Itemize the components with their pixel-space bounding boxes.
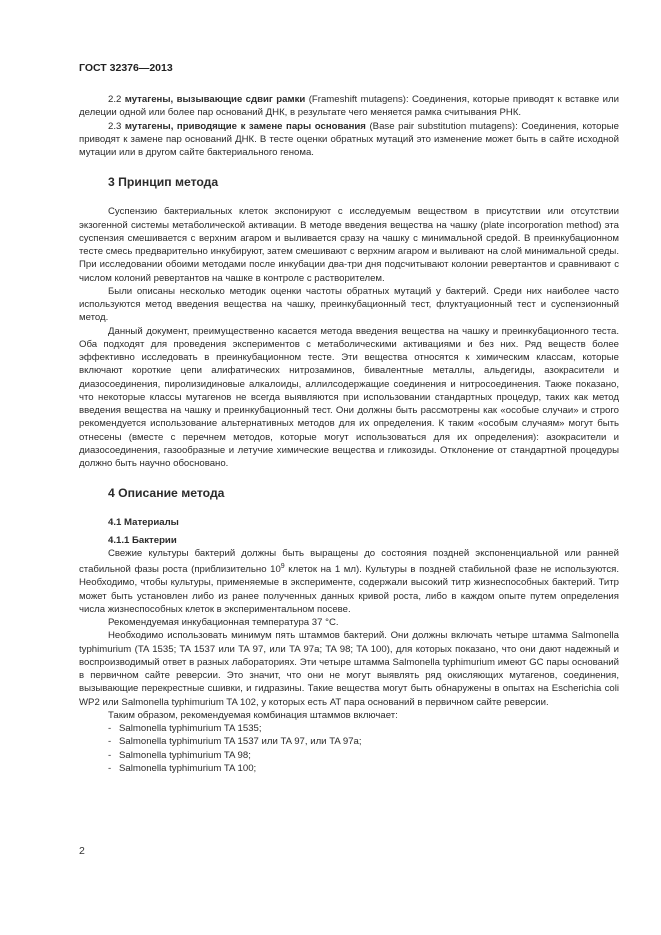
definition-text: (Base pair substitution mutagens): Соединения, которые приводят к замене пар оснований ДНК. В тесте оценки обратных мутаций это изменение может быть в сайте исходной мутации или в другом сайте бактериального генома. xyxy=(79,120,620,158)
subsection-4-1-heading: 4.1 Материалы xyxy=(108,517,179,529)
defined-term: мутагены, приводящие к замене пары основания xyxy=(124,120,366,132)
list-dash: - xyxy=(108,736,112,748)
document-body xyxy=(79,93,619,775)
strain-list xyxy=(79,722,619,775)
text-segment: Свежие культуры бактерий должны быть выращены до состояния поздней экспоненциальной или ранней стабильной фазы роста (приблизительно 10 xyxy=(79,547,619,576)
paragraph: Суспензию бактериальных клеток экспонируют с исследуемым веществом в присутствии или отсутствии экзогенной системы метаболической активации. В методе введения вещества на чашку (plate incorporation method) эта суспензия смешивается с верхним агаром и выливается сразу на чашку с минимальной средой. В преинкубационном тесте смесь предварительно инкубируют, затем смешивают с верхним агаром и выливают на слой минимальной среды. При исследовании обоими методами после инкубации два-три дня подсчитывают колонии ревертантов и сравнивают с числом колоний ревертантов на чашке в контроле с растворителем. xyxy=(79,206,619,284)
list-item xyxy=(79,735,619,748)
text-segment: клеток на 1 мл). Культуры в поздней стабильной фазе не используются. Необходимо, чтобы культуры, применяемые в эксперименте, содержали высокий титр жизнеспособных бактерий. Титр может быть установлен либо из ранее полученных данных кривой роста, либо в каждом опыте путем определения числа жизнеспособных клеток в экспериментальном посеве. xyxy=(79,564,619,615)
paragraph xyxy=(79,547,619,616)
paragraph: Необходимо использовать минимум пять штаммов бактерий. Они должны включать четыре штамма Salmonella typhimurium (TA 1535; TA 1537 или TA 97, или TA 97a; TA 98; TA 100), для которых показано, что они дают надежный и воспроизводимый ответ в разных лабораториях. Эти четыре штамма Salmonella typhimurium имеют GC пары оснований в первичном сайте реверсии. Это значит, что они не могут выявлять ряд окисляющих мутагенов, соединения, вызывающие перекрестные сшивки, и гидразины. Такие вещества могут быть обнаружены в опытах на Escherichia coli WP2 или Salmonella typhimurium TA 102, у которых есть AT пара оснований в первичном сайте реверсии. xyxy=(79,630,619,708)
section-3-heading: 3 Принцип метода xyxy=(108,175,219,190)
definition-2-2 xyxy=(79,93,619,120)
definition-text: (Frameshift mutagens): Соединения, которые приводят к вставке или делеции одной или более пар оснований ДНК, в результате чего меняется рамка считывания РНК. xyxy=(79,94,619,119)
standard-header: ГОСТ 32376—2013 xyxy=(79,62,173,74)
list-dash: - xyxy=(108,749,112,761)
list-item-text: Salmonella typhimurium TA 1535; xyxy=(119,723,262,735)
page-number: 2 xyxy=(79,845,85,857)
paragraph: Были описаны несколько методик оценки частоты обратных мутаций у бактерий. Среди них наиболее часто используются метод введения вещества на чашку, преинкубационный тест, флуктуационный тест и суспензионный метод. xyxy=(79,285,619,324)
list-item-text: Salmonella typhimurium TA 98; xyxy=(119,749,251,761)
defined-term: мутагены, вызывающие сдвиг рамки xyxy=(124,94,306,105)
section-4-heading: 4 Описание метода xyxy=(108,486,225,501)
clause-number: 2.3 xyxy=(108,120,122,132)
list-item xyxy=(79,722,619,735)
exponent: 9 xyxy=(280,563,285,570)
clause-number: 2.2 xyxy=(108,94,122,105)
list-item xyxy=(79,762,619,775)
subsection-4-1-1-heading: 4.1.1 Бактерии xyxy=(108,534,177,546)
list-item xyxy=(79,749,619,762)
list-item-text: Salmonella typhimurium TA 1537 или TA 97, или TA 97a; xyxy=(119,736,362,748)
definition-2-3 xyxy=(79,120,619,160)
paragraph: Данный документ, преимущественно касается метода введения вещества на чашку и преинкубационного теста. Оба подходят для проведения экспериментов с метаболическими активациями и без них. Ряд веществ более эффективно исследовать в преинкубационном тесте. Эти вещества относятся к химическим классам, которые включают короткие цепи алифатических нитрозаминов, бивалентные металлы, альдегиды, азокрасители и диазосоединения, пиролизидиновые алкалоиды, аллилсодержащие соединения и нитросоединения. Также показано, что некоторые классы мутагенов не всегда выявляются при использовании стандартных процедур, таких как метод введения вещества на чашку и преинкубационный тест. Они должны быть рассмотрены как «особые случаи» и строго рекомендуется использование альтернативных методов для их определения. К таким «особым случаям» могут быть отнесены (вместе с перечнем методов, которые могут использоваться для их определения): азокрасители и диазосоединения, газообразные и летучие химические вещества и гликозиды. Отклонение от стандартной процедуры должно быть научно обосновано. xyxy=(79,325,619,469)
paragraph: Рекомендуемая инкубационная температура 37 °С. xyxy=(108,617,339,629)
list-item-text: Salmonella typhimurium TA 100; xyxy=(119,762,257,774)
paragraph: Таким образом, рекомендуемая комбинация штаммов включает: xyxy=(108,709,398,721)
list-dash: - xyxy=(108,723,112,735)
list-dash: - xyxy=(108,762,112,774)
